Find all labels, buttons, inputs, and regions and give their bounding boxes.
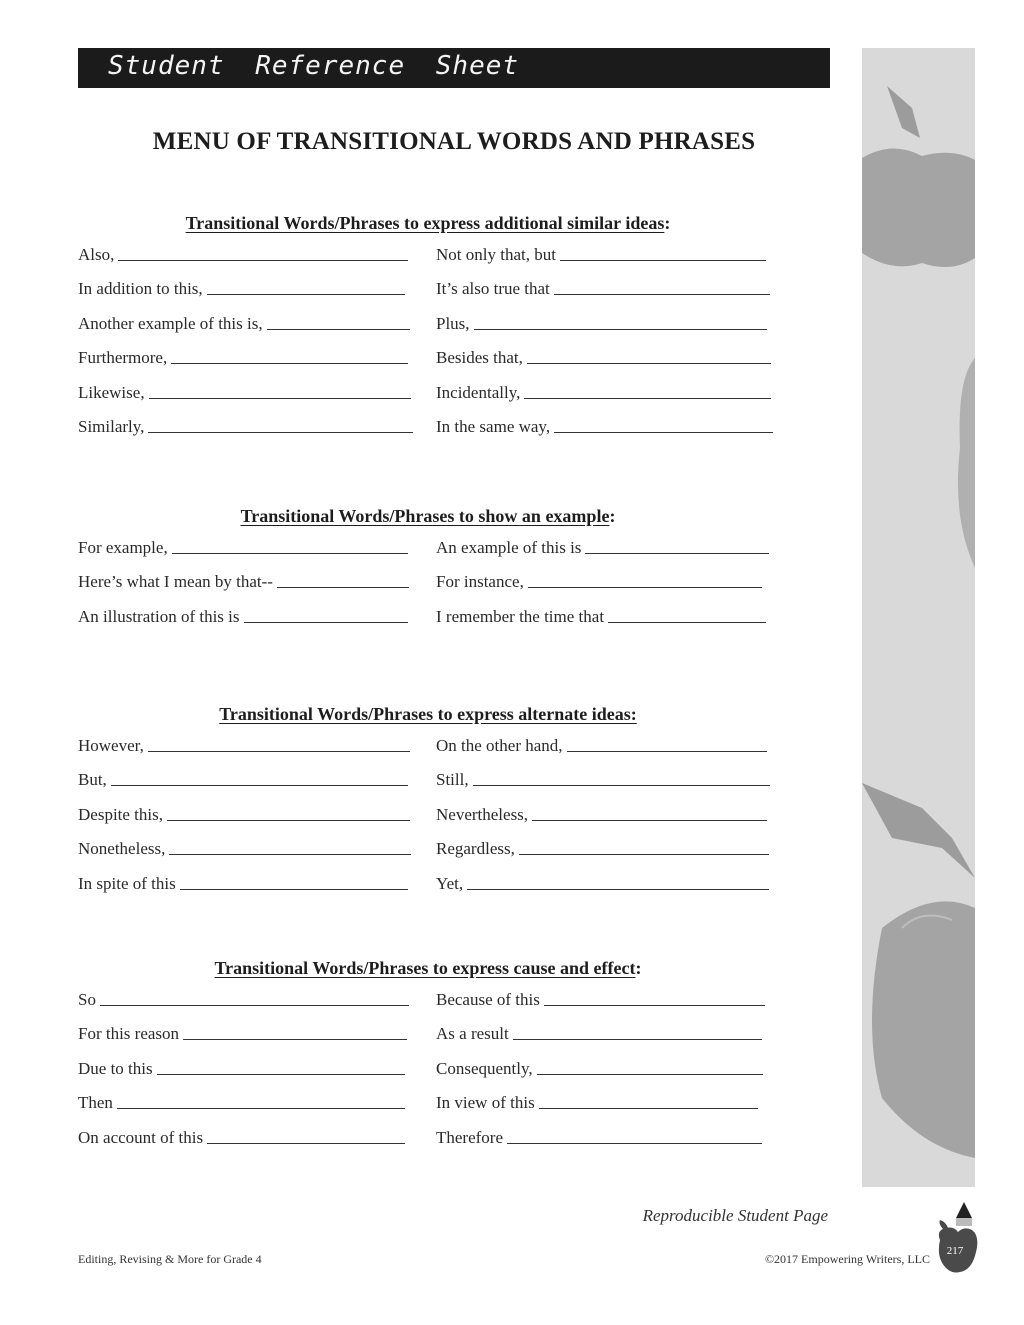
reproducible-note: Reproducible Student Page [642, 1206, 828, 1225]
phrase-line[interactable]: Incidentally, [436, 374, 771, 404]
phrase-line[interactable]: An illustration of this is [78, 598, 408, 628]
phrase-line[interactable]: Despite this, [78, 796, 410, 826]
phrase-line[interactable]: Plus, [436, 305, 767, 335]
phrase-rows [78, 727, 778, 902]
phrase-line[interactable]: It’s also true that [436, 270, 770, 300]
phrase-line[interactable]: For instance, [436, 563, 762, 593]
section-example [78, 503, 778, 639]
header-title: Student Reference Sheet [108, 51, 520, 81]
section-similar-ideas [78, 210, 778, 446]
phrase-line[interactable]: Furthermore, [78, 339, 408, 369]
page-title: MENU OF TRANSITIONAL WORDS AND PHRASES [152, 128, 756, 155]
phrase-line[interactable]: However, [78, 727, 410, 757]
phrase-line[interactable]: In view of this [436, 1084, 758, 1114]
phrase-rows [78, 981, 778, 1156]
phrase-line[interactable]: Therefore [436, 1119, 762, 1149]
phrase-line[interactable]: Consequently, [436, 1050, 763, 1080]
phrase-line[interactable]: On account of this [78, 1119, 405, 1149]
section-heading: Transitional Words/Phrases to show an example: [240, 506, 616, 526]
phrase-line[interactable]: In addition to this, [78, 270, 405, 300]
phrase-line[interactable]: On the other hand, [436, 727, 767, 757]
phrase-line[interactable]: An example of this is [436, 529, 769, 559]
phrase-line[interactable]: But, [78, 761, 408, 791]
side-decoration-strip [862, 48, 975, 1187]
phrase-line[interactable]: I remember the time that [436, 598, 766, 628]
phrase-line[interactable]: Regardless, [436, 830, 769, 860]
phrase-line[interactable]: Then [78, 1084, 405, 1114]
phrase-line[interactable]: Similarly, [78, 408, 413, 438]
header-bar [78, 48, 830, 88]
phrase-line[interactable]: For this reason [78, 1015, 407, 1045]
footer-copyright: ©2017 Empowering Writers, LLC [764, 1252, 930, 1266]
phrase-line[interactable]: So [78, 981, 409, 1011]
section-heading: Transitional Words/Phrases to express additional similar ideas: [185, 213, 671, 233]
page-number: 217 [946, 1245, 964, 1257]
apple-pencil-icon [934, 1200, 980, 1280]
section-heading: Transitional Words/Phrases to express alternate ideas: [219, 704, 637, 724]
section-heading: Transitional Words/Phrases to express cause and effect: [214, 958, 642, 978]
phrase-line[interactable]: Likewise, [78, 374, 411, 404]
section-alternate-ideas [78, 701, 778, 902]
phrase-line[interactable]: Still, [436, 761, 770, 791]
section-cause-effect [78, 955, 778, 1156]
phrase-rows [78, 236, 778, 446]
phrase-line[interactable]: Because of this [436, 981, 765, 1011]
phrase-line[interactable]: Here’s what I mean by that-- [78, 563, 409, 593]
phrase-line[interactable]: Besides that, [436, 339, 771, 369]
phrase-line[interactable]: Nonetheless, [78, 830, 411, 860]
phrase-line[interactable]: As a result [436, 1015, 762, 1045]
phrase-line[interactable]: Also, [78, 236, 408, 266]
phrase-line[interactable]: Yet, [436, 865, 769, 895]
phrase-line[interactable]: Another example of this is, [78, 305, 410, 335]
apple-decoration-icon [862, 48, 975, 1187]
phrase-line[interactable]: In the same way, [436, 408, 773, 438]
phrase-line[interactable]: Not only that, but [436, 236, 766, 266]
phrase-line[interactable]: In spite of this [78, 865, 408, 895]
phrase-line[interactable]: For example, [78, 529, 408, 559]
phrase-line[interactable]: Due to this [78, 1050, 405, 1080]
phrase-rows [78, 529, 778, 639]
phrase-line[interactable]: Nevertheless, [436, 796, 767, 826]
footer-book-title: Editing, Revising & More for Grade 4 [78, 1252, 262, 1266]
